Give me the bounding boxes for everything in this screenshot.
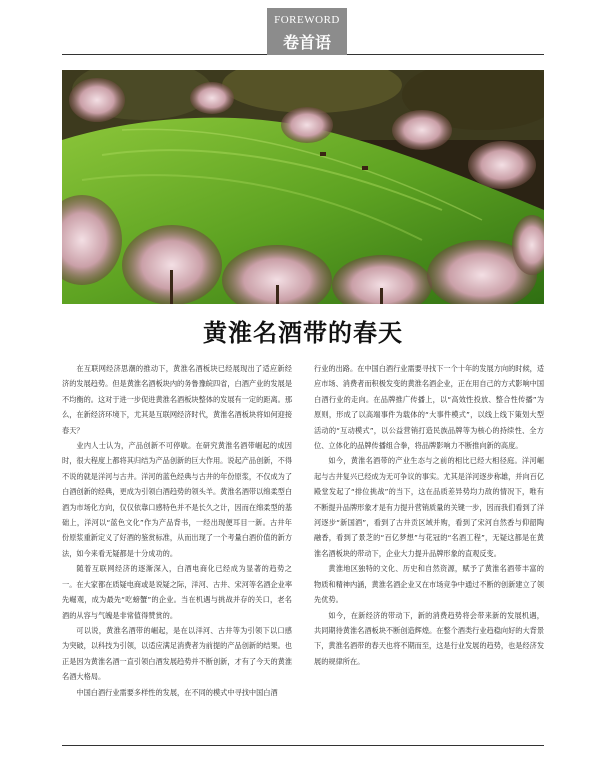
landscape-illustration [62,70,544,304]
right-column [314,361,544,669]
paragraph: 如今，黄淮名酒带的产业生态与之前的相比已经大相径庭。洋河崛起与古井复兴已经成为无可争议的事实。尤其是洋河逐步称雄，并向百亿殿堂发起了“排位挑战”的当下，这在品质差异势均力敌的情况下，唯有不断提升品牌形象才是有力提升营销质量的关键一步，因而我们看到了洋河逐步“新国酒”，看到了古井贡区域并购，看到了宋河自然香与仰韶陶融香，看到了景芝的“百亿梦想”与花冠的“名酒工程”，无疑这都是在黄淮名酒板块的带动下，企业大力提升品牌形象的直观反变。 [314,456,545,558]
foreword-label-zh: 卷首语 [282,33,331,52]
paragraph: 在互联网经济思潮的推动下，黄淮名酒板块已经展现出了适应新经济的发展趋势。但是黄淮名酒板块内的务鲁豫皖四省，白酒产业的发展是不均衡的。这对于进一步促进黄淮名酒板块整体的发展有一定的距离。那么，在新经济环境下，尤其是互联网经济时代，黄淮名酒板块将如何迎接春天？ [62,364,293,435]
foreword-label: FOREWORD [274,14,340,26]
paragraph: 黄淮地区独特的文化、历史和自然资源，赋予了黄淮名酒带丰富的物质和精神内涵，黄淮名酒企业又在市场竞争中通过不断的创新建立了领先优势。 [314,564,545,605]
left-column [62,361,292,700]
article-title: 黄淮名酒带的春天 [203,318,403,347]
foreword-tab [267,8,347,55]
paragraph: 随着互联网经济的逐渐深入，白酒电商化已经成为显著的趋势之一。在大家都在质疑电商或是说疑之际，洋河、古井、宋河等名酒企业率先崛观，成为最先“吃螃蟹”的企业。当在机遇与挑战并存的关口，老名酒的从容与气魄是非常值得赞赏的。 [62,564,293,620]
hero-photo [62,70,544,304]
paragraph: 行业的出路。在中国白酒行业需要寻找下一个十年的发展方向的时候，适应市场、消费者而积极发变的黄淮名酒企业，正在用自己的方式影响中国白酒行业的走向。在品牌推广传播上，以“高效性投放、整合性传播”为原则，形成了以高端事件为载体的“大事件模式”，以线上线下策划大型活动的“互动模式”，以公益营销打造民族品牌等为核心的持续性、全方位、立体化的品牌传播组合拳，将品牌影响力不断推向新的高度。 [314,364,545,451]
paragraph: 中国白酒行业需要多样性的发展，在不同的模式中寻找中国白酒 [76,687,278,697]
footer-rule [62,745,544,746]
paragraph: 可以说，黄淮名酒带的崛起，是在以洋河、古井等为引领下以口感为突破，以科技为引领，以适应满足消费者为前提的产品创新的结果。也正是因为黄淮名酒一直引领白酒发展趋势并不断创新，才有了今天的黄淮名酒大格局。 [62,625,293,682]
paragraph: 如今，在新经济的带动下，新的消费趋势将会带来新的发展机遇，共同期待黄淮名酒板块不断创造辉煌。在整个酒类行业趋稳向好的大背景下，黄淮名酒带的春天也将不期而至，这是行业发展的趋势，也是经济发展的规律所在。 [314,610,545,666]
paragraph: 业内人士认为，产品创新不可停歇。在研究黄淮名酒带崛起的成因时，很大程度上都将其归结为产品创新的巨大作用。说起产品创新，不得不说的就是洋河与古井。洋河的蓝色经典与古井的年份原浆，不仅成为了白酒创新的经典，更成为引领白酒趋势的领头羊。黄淮名酒带以绵柔型白酒为市场化方向，仅仅依靠口感特色并不是长久之计，因而在绵柔型的基础上，洋河以“蓝色文化”作为产品背书，一经出现便耳目一新。古井年份原浆重新定义了好酒的鉴赏标准，从而出现了一个考量白酒价值的新方法，如今来看无疑都是十分成功的。 [62,441,293,558]
